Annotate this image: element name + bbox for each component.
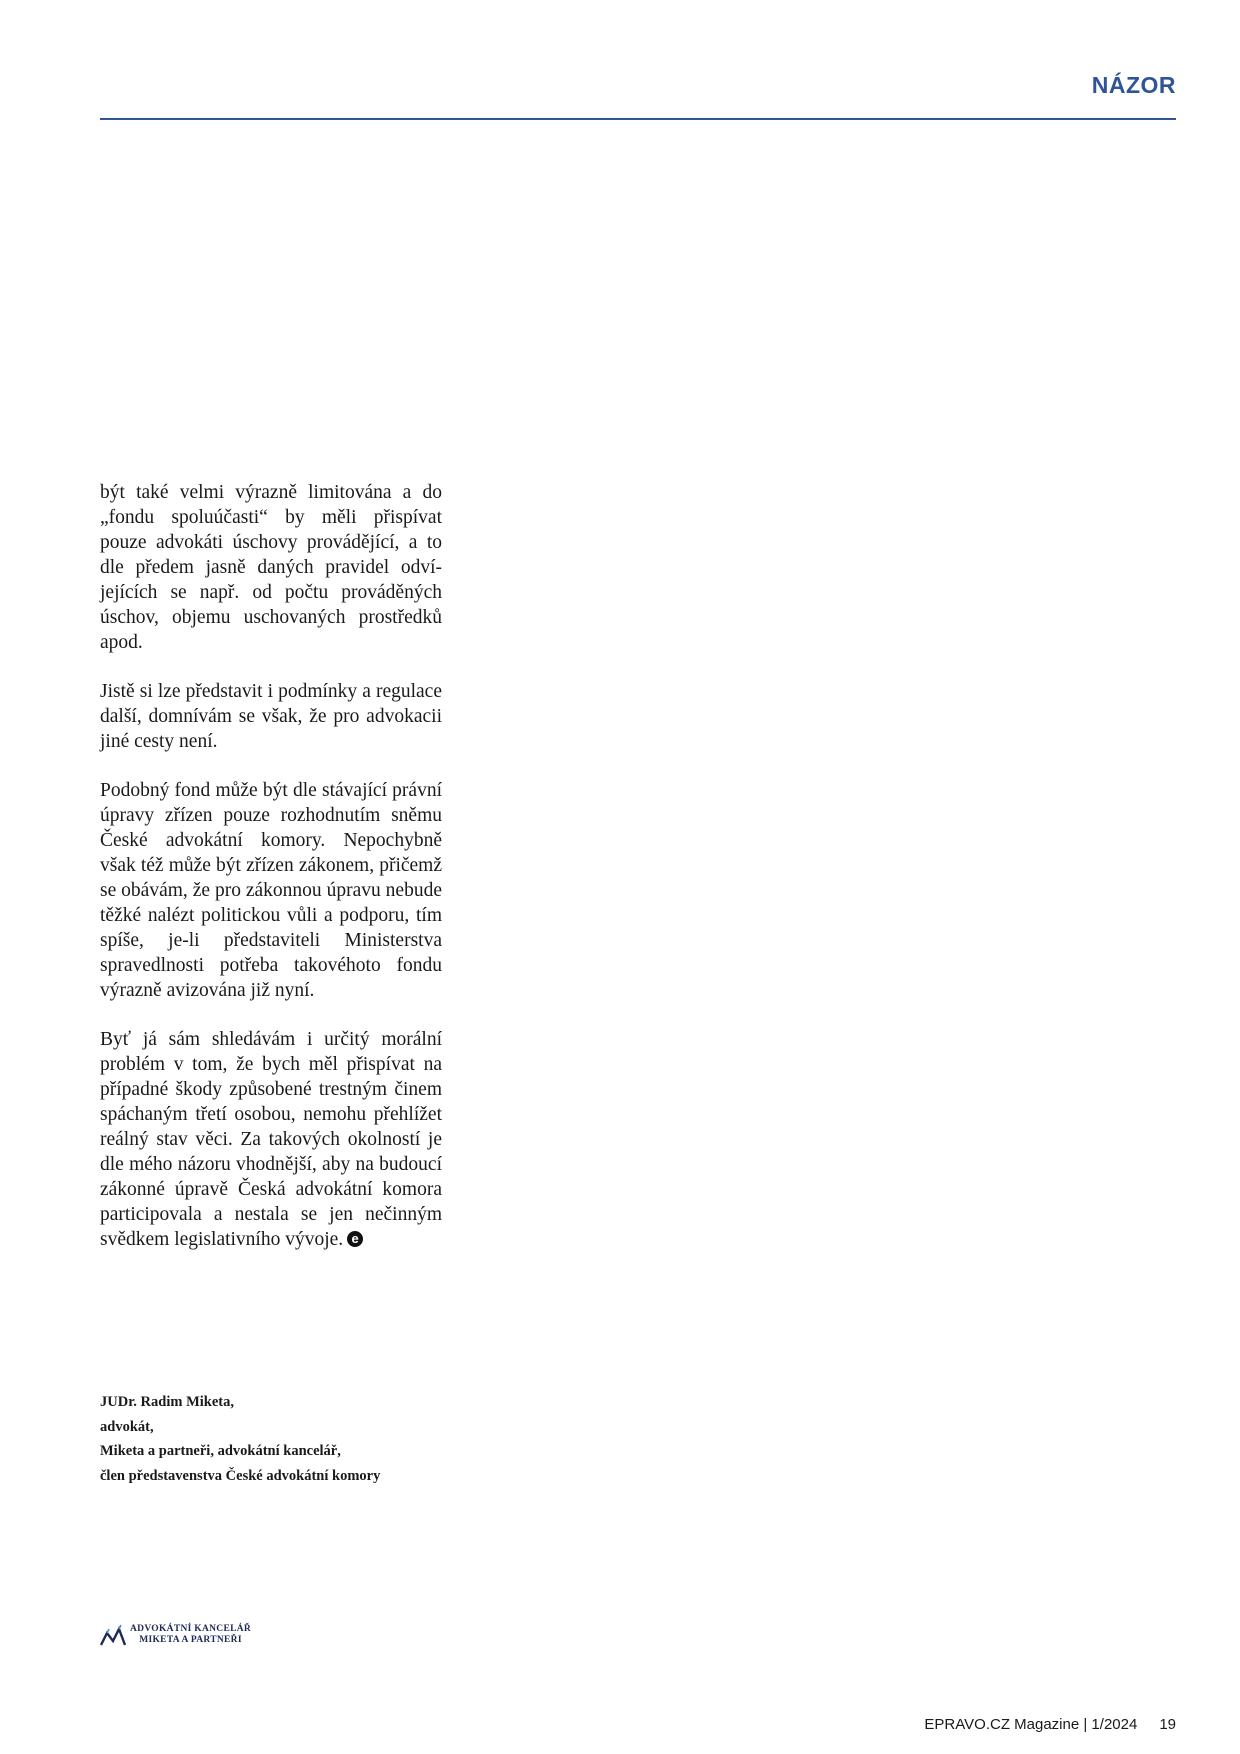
law-firm-logo	[100, 1624, 251, 1646]
article-column	[100, 480, 442, 1276]
article-paragraph-last	[100, 1027, 442, 1252]
author-firm: Miketa a partneři, advokátní kancelář,	[100, 1443, 341, 1459]
page-footer	[924, 1716, 1176, 1733]
author-role: advokát,	[100, 1418, 154, 1435]
end-of-article-icon: e	[347, 1231, 363, 1247]
header-divider	[100, 118, 1176, 120]
logo-line-2: MIKETA A PARTNEŘI	[139, 1635, 242, 1645]
article-paragraph-text: Byť já sám shledávám i určitý morální problém v tom, že bych měl přispívat na případné škody způsobené trestným činem spáchaným třetí osobou, nemohu přehlížet reálný stav věci. Za takových okolností je dle mého názoru vhodnější, aby na budoucí zákonné úpravě Česká advokátní komora participovala a nestala se jen nečinným svědkem legislativního vývoje.	[100, 1029, 442, 1250]
page-number: 19	[1159, 1716, 1176, 1733]
author-signature	[100, 1390, 380, 1488]
magazine-issue: EPRAVO.CZ Magazine | 1/2024	[924, 1716, 1138, 1733]
mountain-logo-icon	[100, 1624, 126, 1646]
author-position: člen představenstva České advokátní komory	[100, 1467, 381, 1484]
article-paragraph: být také velmi výrazně limitována a do „fondu spoluúčasti“ by měli přispívat pouze advokáti úschovy provádějící, a to dle předem jasně daných pravidel odvíjejících se např. od počtu prováděných úschov, objemu uschovaných prostředků apod.	[100, 482, 442, 653]
article-paragraph: Jistě si lze představit i podmínky a regulace další, domnívám se však, že pro advokacii jiné cesty není.	[100, 681, 442, 752]
author-name: JUDr. Radim Miketa,	[100, 1394, 234, 1410]
logo-line-1: ADVOKÁTNÍ KANCELÁŘ	[130, 1624, 252, 1634]
logo-text	[130, 1624, 251, 1646]
article-paragraph: Podobný fond může být dle stávající právní úpravy zřízen pouze rozhodnutím sněmu České advokátní komory. Nepochybně však též může být zřízen zákonem, přičemž se obávám, že pro zákonnou úpravu nebude těžké nalézt politickou vůli a podporu, tím spíše, je-li představiteli Ministerstva spravedlnosti potřeba takovéhoto fondu výrazně avizována již nyní.	[100, 780, 442, 1001]
section-label: NÁZOR	[1091, 72, 1176, 98]
